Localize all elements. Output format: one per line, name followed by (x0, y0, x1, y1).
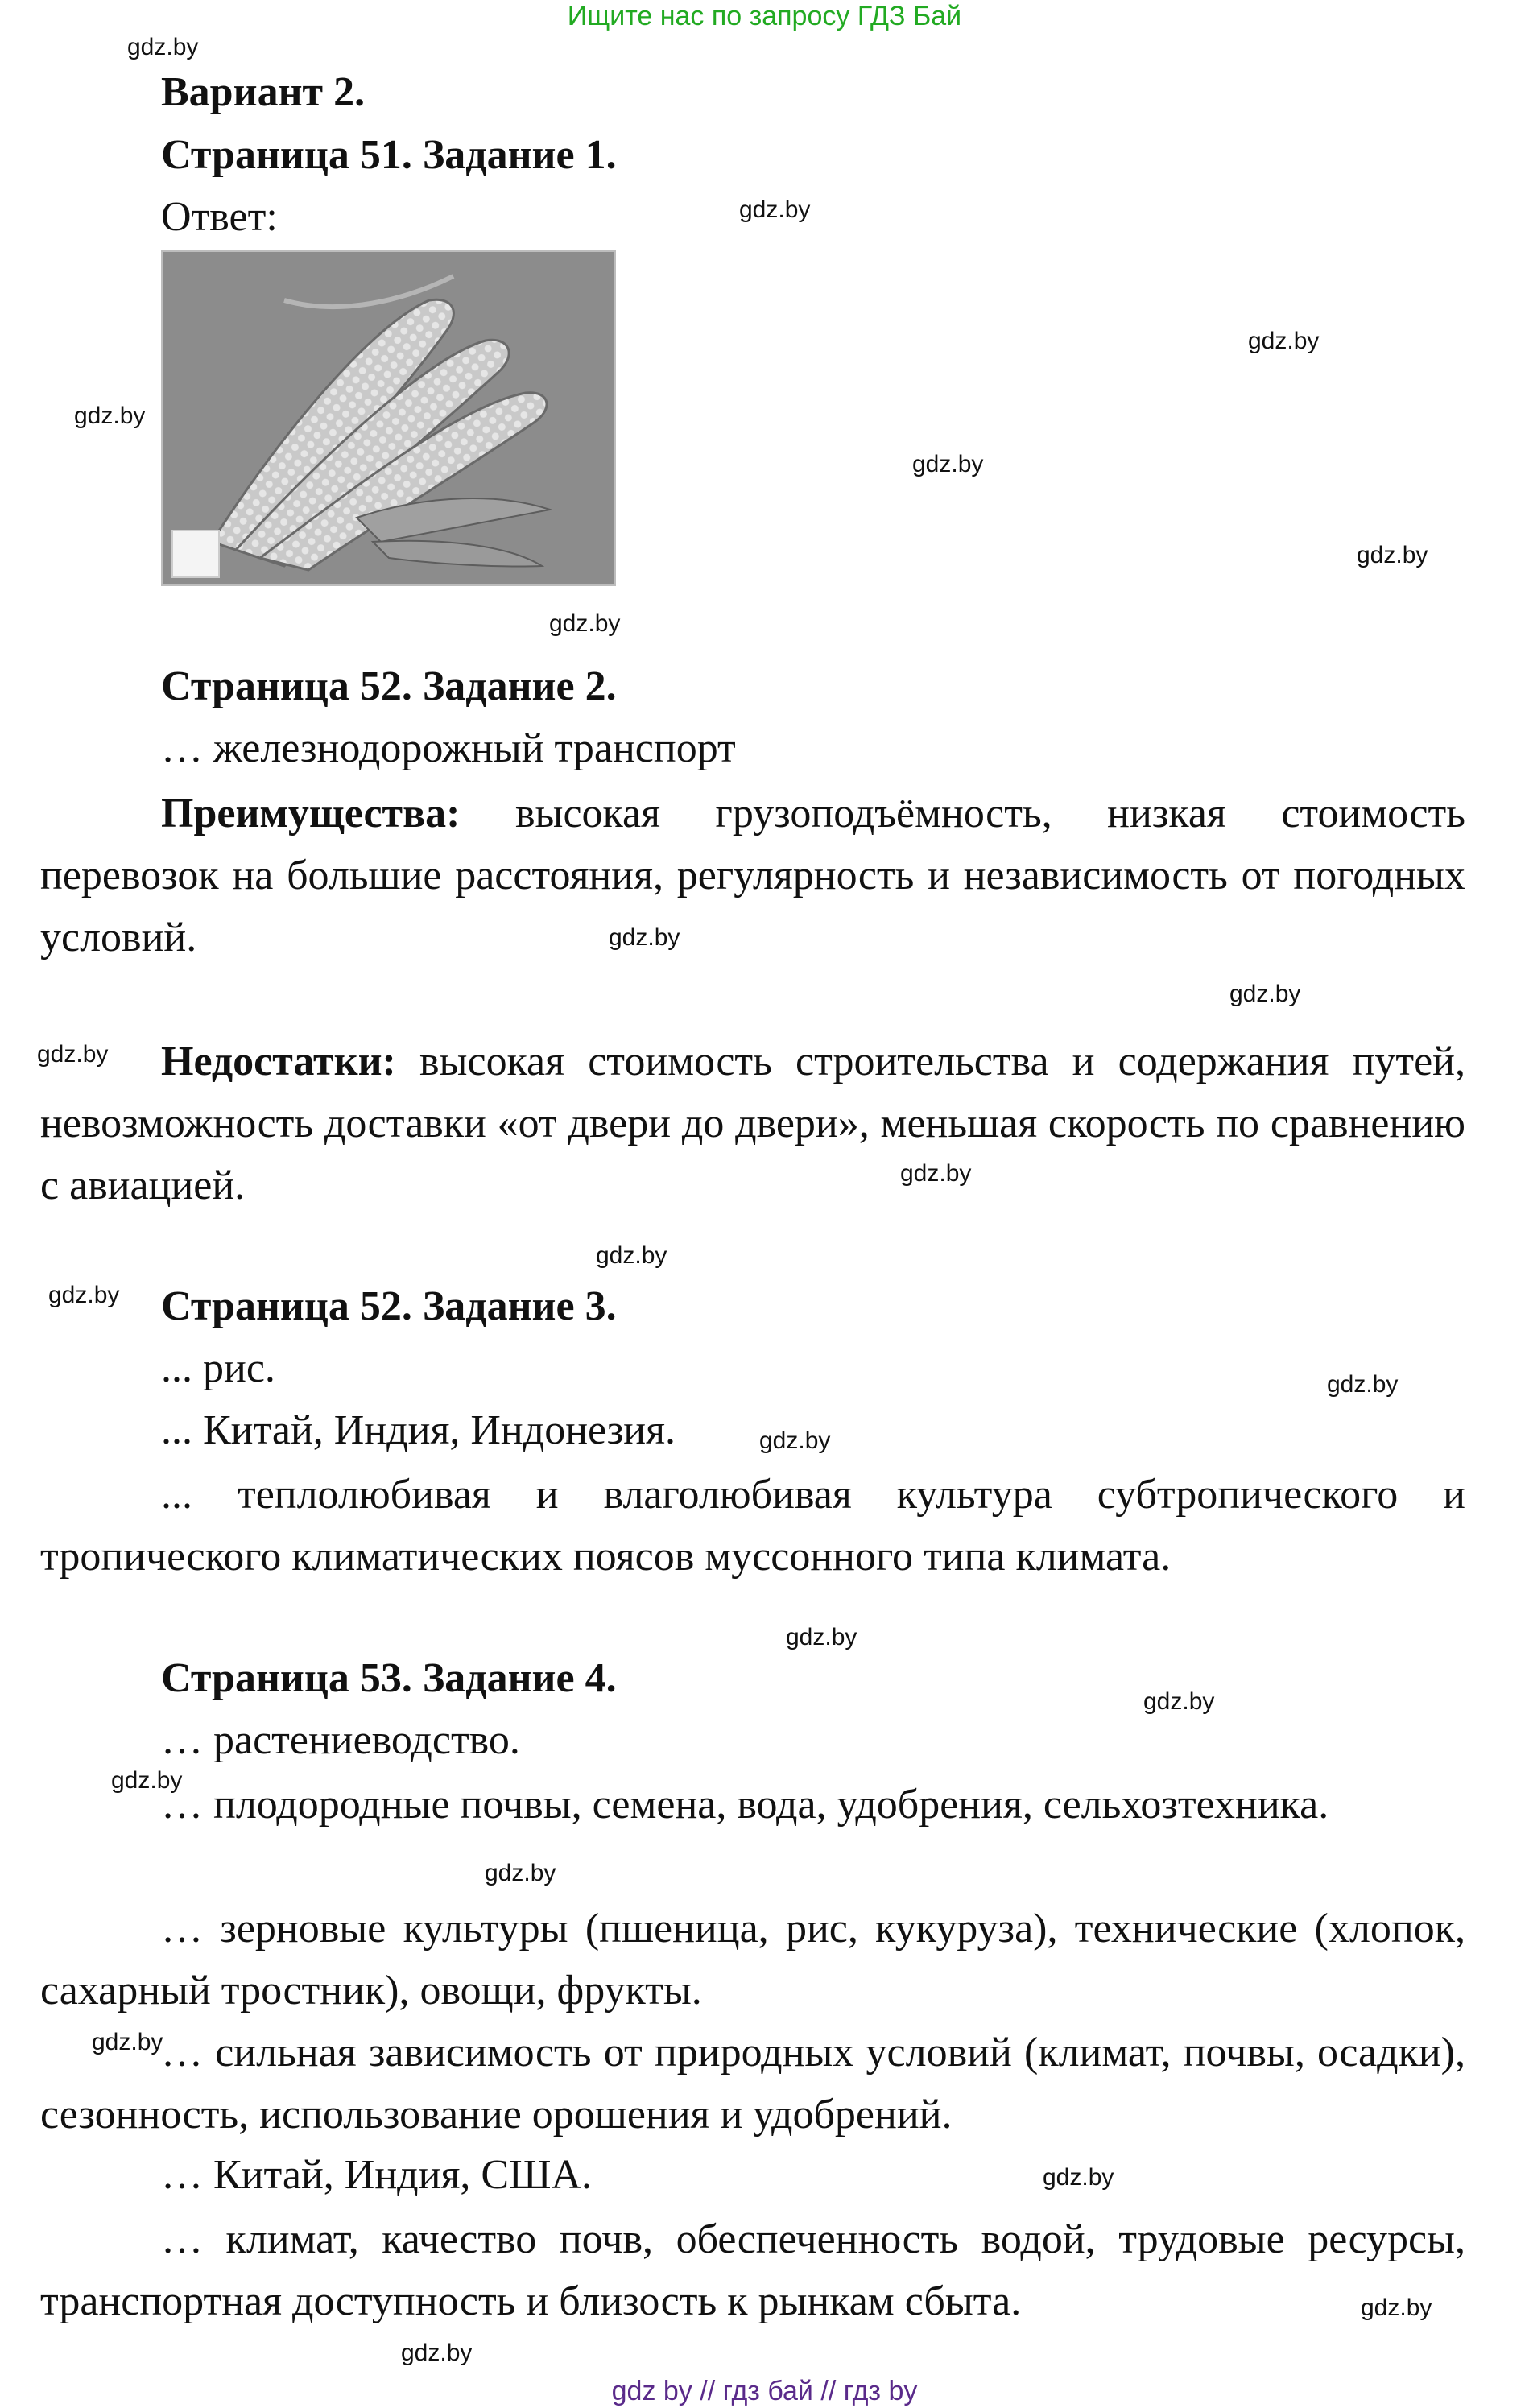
watermark: gdz.by (74, 403, 146, 429)
watermark: gdz.by (549, 610, 621, 637)
watermark: gdz.by (1248, 328, 1320, 354)
task1-answer-label: Ответ: (161, 194, 278, 240)
task4-paragraph3 (40, 2022, 1465, 2146)
watermark: gdz.by (609, 924, 680, 951)
task3-paragraph (40, 1464, 1465, 1588)
watermark: gdz.by (912, 451, 984, 477)
task2-line1: … железнодорожный транспорт (161, 725, 736, 771)
answer-checkbox[interactable] (171, 530, 220, 578)
task4-paragraph1 (40, 1774, 1465, 1836)
watermark: gdz.by (92, 2029, 163, 2055)
watermark: gdz.by (485, 1860, 556, 1886)
task2-disadvantages (40, 1031, 1465, 1216)
task4-paragraph4-text: … климат, качество почв, обеспеченность водой, трудовые ресурсы, транспортная доступность и близость к рынкам сбыта. (40, 2216, 1465, 2324)
watermark: gdz.by (1143, 1688, 1215, 1715)
task3-line1: ... рис. (161, 1345, 275, 1391)
corn-cobs-image (161, 250, 616, 586)
task2-advantages (40, 783, 1465, 969)
watermark: gdz.by (739, 196, 811, 223)
corn-icon (163, 252, 614, 584)
task1-heading: Страница 51. Задание 1. (161, 132, 617, 178)
watermark: gdz.by (37, 1041, 109, 1068)
task4-paragraph4 (40, 2208, 1465, 2332)
watermark: gdz.by (1229, 981, 1301, 1007)
watermark: gdz.by (900, 1160, 972, 1187)
task3-heading: Страница 52. Задание 3. (161, 1283, 617, 1329)
watermark: gdz.by (111, 1767, 183, 1794)
watermark: gdz.by (759, 1427, 831, 1454)
footer-links[interactable]: gdz by // гдз бай // гдз by (611, 2376, 918, 2406)
watermark: gdz.by (786, 1624, 857, 1650)
task4-heading: Страница 53. Задание 4. (161, 1655, 617, 1701)
task4-paragraph3-text: … сильная зависимость от природных условий (климат, почвы, осадки), сезонность, использование орошения и удобрений. (40, 2030, 1465, 2137)
watermark: gdz.by (1361, 2294, 1432, 2321)
variant-title: Вариант 2. (161, 69, 366, 115)
watermark: gdz.by (596, 1242, 667, 1269)
watermark: gdz.by (1043, 2164, 1114, 2191)
advantages-text: высокая грузоподъёмность, низкая стоимость перевозок на большие расстояния, регулярность и независимость от погодных условий. (40, 791, 1465, 960)
task4-paragraph2-text: … зерновые культуры (пшеница, рис, кукуруза), технические (хлопок, сахарный тростник), овощи, фрукты. (40, 1906, 1465, 2014)
watermark: gdz.by (1327, 1371, 1399, 1398)
task3-paragraph-text: ... теплолюбивая и влаголюбивая культура субтропического и тропического климатических поясов муссонного типа климата. (40, 1472, 1465, 1580)
task2-heading: Страница 52. Задание 2. (161, 663, 617, 709)
disadvantages-label: Недостатки: (161, 1039, 396, 1084)
disadvantages-text: высокая стоимость строительства и содержания путей, невозможность доставки «от двери до двери», меньшая скорость по сравнению с авиацией. (40, 1039, 1465, 1208)
task3-line2: ... Китай, Индия, Индонезия. (161, 1407, 676, 1453)
task4-line2: … Китай, Индия, США. (161, 2152, 593, 2198)
top-banner[interactable]: Ищите нас по запросу ГДЗ Бай (567, 1, 962, 31)
advantages-label: Преимущества: (161, 791, 461, 836)
task4-line1: … растениеводство. (161, 1717, 520, 1763)
watermark: gdz.by (401, 2340, 473, 2366)
task4-paragraph1-text: … плодородные почвы, семена, вода, удобрения, сельхозтехника. (161, 1782, 1329, 1828)
watermark: gdz.by (48, 1282, 120, 1308)
watermark: gdz.by (1357, 542, 1428, 568)
task4-paragraph2 (40, 1898, 1465, 2022)
watermark: gdz.by (127, 34, 199, 60)
